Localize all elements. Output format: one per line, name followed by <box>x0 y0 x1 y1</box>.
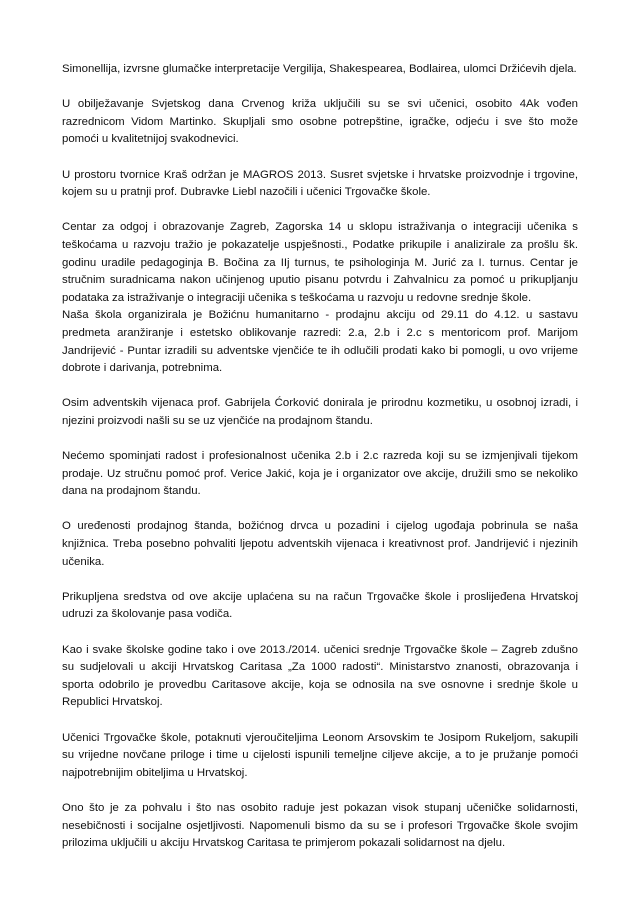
paragraph-funds-donation: Prikupljena sredstva od ove akcije uplaćena su na račun Trgovačke škole i proslijeđena Hrvatskoj udruzi za školovanje pasa vodiča. <box>62 590 578 621</box>
paragraph-drzic-works: Simonellija, izvrsne glumačke interpretacije Vergilija, Shakespearea, Bodlairea, ulomci Držićevih djela. <box>62 63 577 75</box>
paragraph-red-cross-day: U obilježavanje Svjetskog dana Crvenog križa uključili su se svi učenici, osobito 4Ak vođen razrednicom Vidom Martinko. Skupljali smo osobne potrepštine, igračke, odjeću i sve što može pomoći u kvalitetnijoj svakodnevici. <box>62 98 578 146</box>
paragraph-stand-decoration: O uređenosti prodajnog štanda, božićnog drvca u pozadini i cijelog ugođaja pobrinula se naša knjižnica. Treba posebno pohvaliti ljepotu adventskih vijenaca i kreativnost prof. Jandrijević i njezinih učenika. <box>62 520 578 568</box>
paragraph-caritas-action: Kao i svake školske godine tako i ove 2013./2014. učenici srednje Trgovačke škole – Zagreb zdušno su sudjelovali u akciji Hrvatskog Caritasa „Za 1000 radosti“. Ministarstvo znanosti, obrazovanja i sporta odobrilo je provedbu Caritasove akcije, koja se odnosila na sve osnovne i srednje škole u Republici Hrvatskoj. <box>62 643 578 709</box>
paragraph-christmas-sale: Naša škola organizirala je Božićnu humanitarno - prodajnu akciju od 29.11 do 4.12. u sastavu predmeta aranžiranje i estetsko oblikovanje razredi: 2.a, 2.b i 2.c s mentoricom prof. Marijom Jandrijević - Puntar izradili su adventske vjenčiće te ih odlučili prodati kako bi pomogli, u ovo vrijeme dobrote i darivanja, potrebnima. <box>62 309 578 375</box>
paragraph-solidarity: Ono što je za pohvalu i što nas osobito raduje jest pokazan visok stupanj učeničke solidarnosti, nesebičnosti i socijalne osjetljivosti. Napomenuli bismo da su se i profesori Trgovačke škole svojim prilozima uključili u akciju Hrvatskog Caritasa te primjerom pokazali solidarnost na djelu. <box>62 801 578 850</box>
paragraph-magros-2013: U prostoru tvornice Kraš održan je MAGROS 2013. Susret svjetske i hrvatske proizvodnje i trgovine, kojem su u pratnji prof. Dubravke Liebl nazočili i učenici Trgovačke škole. <box>62 168 578 199</box>
paragraph-integration-research: Centar za odgoj i obrazovanje Zagreb, Zagorska 14 u sklopu istraživanja o integraciji učenika s teškoćama u razvoju tražio je pokazatelje uspješnosti., Podatke prikupile i analizirale za prošlu šk. godinu uradile pedagoginja B. Bočina za IIj turnus, te psihologinja M. Jurić za I. turnus. Centar je stručnim suradnicama nakon učinjenog uputio pisanu potvrdu i Zahvalnicu za pomoć u prikupljanju podataka za istraživanje o integraciji učenika s teškoćama u razvoju u redovne srednje škole. <box>62 221 578 304</box>
paragraph-natural-cosmetics: Osim adventskih vijenaca prof. Gabrijela Ćorković donirala je prirodnu kozmetiku, u osobnoj izradi, i njezini proizvodi našli su se uz vjenčiće na prodajnom štandu. <box>62 397 578 427</box>
paragraph-students-at-stand: Nećemo spominjati radost i profesionalnost učenika 2.b i 2.c razreda koji su se izmjenjivali tijekom prodaje. Uz stručnu pomoć prof. Verice Jakić, koja je i organizator ove akcije, družili smo se nekoliko dana na prodajnom štandu. <box>62 450 578 498</box>
document-page <box>62 61 578 870</box>
paragraph-religion-teachers: Učenici Trgovačke škole, potaknuti vjeroučiteljima Leonom Arsovskim te Josipom Rukeljom, sakupili su vrijedne novčane priloge i time u cijelosti ispunili temeljne ciljeve akcije, a to je pružanje pomoći najpotrebnijim obiteljima u Hrvatskoj. <box>62 731 578 779</box>
